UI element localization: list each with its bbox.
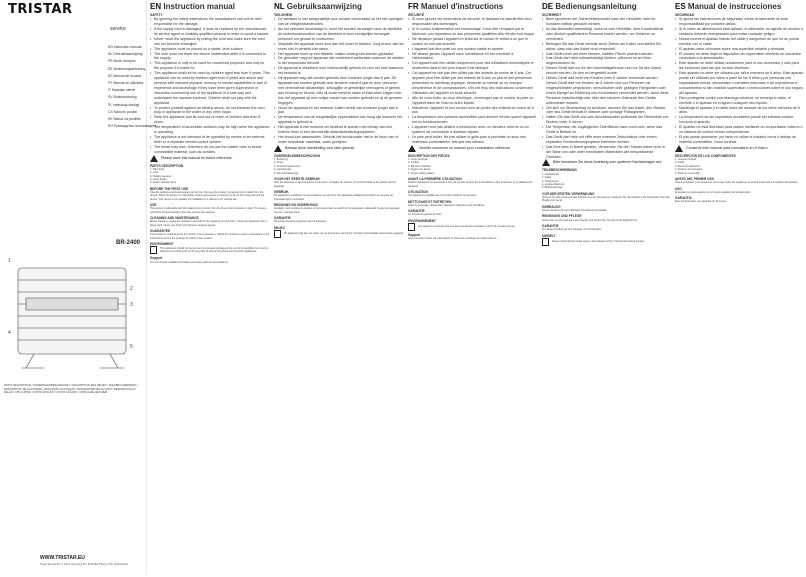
en-before-text: Take the appliance and accessories out the box. Remove the stickers, protective foil or plastic from the device. Place the device on a flat stable surface and ensure a minimum of 10 cm free space around the device. This device is not suitable for installation in a cabinet or for outside use. — [150, 191, 265, 201]
de-before-text: Nehmen Sie das Gerät und das Zubehör aus der Verpackung. Entfernen Sie die Aufkleber, die Schutzfolie oder das Plastik vom Gerät. — [542, 195, 670, 203]
safety-bullet: • Mantenga el aparato y el cable fuera del alcance de los niños menores de 8 años. — [675, 106, 804, 116]
warning-icon — [542, 159, 550, 166]
language-list-item: SK Návod na použitie — [108, 117, 141, 122]
en-clean-text: Before cleaning, unplug the appliance and wait for the appliance to cool down. Clean the appliance with a damp cloth. Never use harsh and abrasive cleaning agents. — [150, 220, 267, 227]
en-heading: EN Instruction manual — [150, 2, 235, 11]
language-list-item: DE Bedienungsanleitung — [108, 66, 146, 71]
en-support-text: You can find all available information and spare parts at www.tristar.eu! — [150, 260, 229, 264]
safety-bullet: • Never move the appliance by pulling the cord and make sure the cord can not become entangled. — [150, 37, 270, 47]
fr-clean-heading: NETTOYAGE ET ENTRETIEN — [408, 199, 452, 204]
en-env-heading: ENVIRONMENT — [150, 242, 174, 247]
safety-bullet: • Das Brot kann in Brand geraten. Verwenden Sie den Toaster daher nicht in der Nähe von oder unter brennbaren Materialien wie beispielsweise Gardinen. — [542, 145, 670, 160]
nl-heading: NL Gebruiksaanwijzing — [274, 2, 362, 11]
fr-env-heading: ENVIRONNEMENT — [408, 218, 436, 223]
safety-bullet: • La température des surfaces accessibles peut devenir élevée quand l'appareil est en fonctionnement. — [408, 115, 536, 125]
nl-guarantee-heading: GARANTIE — [274, 216, 291, 221]
parts-list-item: 3. Elemento calefactor — [675, 164, 700, 168]
language-list-item: IT Manuale utente — [108, 88, 136, 93]
parts-list-item: 4. Lamphouder — [274, 168, 291, 172]
de-heading: DE Bedienungsanleitung — [542, 2, 637, 11]
recycle-bin-icon — [150, 246, 157, 254]
safety-bullet: • By ignoring the safety instructions the manufacturer can not be held responsible for the damage. — [150, 17, 270, 27]
fr-section — [406, 0, 538, 577]
svg-text:3: 3 — [130, 302, 133, 308]
parts-list-item: 3. Élément chauffant — [408, 164, 431, 168]
company-address: Tristar Europe B.V. | Jules Verneweg 87 | 5015 BH Tilburg | The Netherlands — [40, 563, 128, 566]
website-link[interactable]: WWW.TRISTAR.EU — [40, 555, 85, 561]
safety-bullet: • Si ignora las instrucciones de seguridad, exime al fabricante de toda responsabilidad por posibles daños. — [675, 17, 804, 27]
en-parts-list — [150, 168, 270, 185]
en-use-heading: USE — [150, 203, 157, 208]
nl-safety-list — [274, 17, 404, 145]
parts-list-item: 2. Kabel — [542, 176, 552, 180]
de-env-heading: UMWELT — [542, 233, 556, 238]
fr-support-text: Vous trouverez toutes les informations et pièces de rechange sur www.tristar.eu ! — [408, 237, 498, 241]
fr-guarantee-heading: GARANTIE — [408, 209, 425, 214]
safety-bullet: • Ne déplacez jamais l'appareil en tirant sur le cordon et veillez à ce que le cordon ne soit pas emmêlé. — [408, 37, 536, 47]
safety-bullet: • Das Gerät darf nicht unbeaufsichtigt bleiben, während es am Netz angeschlossen ist. — [542, 56, 670, 66]
safety-bullet: • L'appareil n'est pas destiné à fonctionner avec un minuteur externe ou un système de commande à distance séparé. — [408, 125, 536, 135]
safety-bullet: • Die Temperatur der zugänglichen Oberflächen kann hoch sein, wenn das Gerät in Betrieb ist. — [542, 125, 670, 135]
fr-clean-text: Avant le nettoyage, débranchez l'appareil et attendez qu'il refroidisse. — [408, 203, 485, 207]
safety-bullet: • De fabrikant is niet aansprakelijk voor schade veroorzaakt uit het niet opvolgen van de veiligheidsinstructies. — [274, 17, 404, 27]
fr-guarantee-text: Ce produit est garanti 24 mois. — [408, 213, 443, 217]
de-guarantee-text: Für dieses Produkt gilt eine Garantie von 24 Monaten. — [542, 228, 602, 232]
es-before-text: Saque el aparato y los accesorios de la caja. Quite las pegatinas, la lámina protectora o el plástico del aparato. — [675, 181, 798, 185]
fr-safety-list — [408, 17, 536, 145]
language-list-item: SV Bruksanvisning — [108, 95, 137, 100]
parts-list-item: 4. Support de lampe — [408, 168, 431, 172]
en-safety-list — [150, 17, 270, 154]
parts-list-item: 3. Heizelement — [542, 179, 559, 183]
cover-parts-heading: PARTS DESCRIPTION / ONDERDELENBESCHRIJVING / DESCRIPTION DES PIÈCES / TEILEBESCHREIBUNG / DESCRIPCIÓN DE LAS PIEZAS / DESCRIÇÃO DAS PEÇAS / DESCRIZIONE DELLE PARTI / BESKRIVNING AV DELAR / OPIS CZĘŚCI / POPIS SOUČÁSTÍ / POPIS SÚČASTÍ / ОПИСАНИЕ ДЕТАЛЕЙ — [4, 384, 138, 395]
safety-bullet: • Het apparaat moet op een stabiele, vlakke ondergrond worden geplaatst. — [274, 52, 404, 57]
safety-bullet: • Dit apparaat is uitsluitend voor huishoudelijk gebruik en voor het doel waarvoor het bedoeld is. — [274, 66, 404, 76]
parts-list-item: 1. Main body — [150, 167, 165, 171]
es-keep-note: Conserve este manual para consultarlo en el futuro. — [675, 145, 804, 152]
safety-bullet: • Houd het apparaat en het netsnoer buiten bereik van kinderen jonger dan 8 jaar. — [274, 106, 404, 116]
safety-bullet: • Als het netsnoer beschadigd is, moet het worden vervangen door de fabrikant, de onderhoudsmonteur van de fabrikant of door soortgelijke bevoegde personen om gevaar te voorkomen. — [274, 27, 404, 42]
nl-use-heading: GEBRUIK — [274, 190, 289, 195]
de-clean-heading: REINIGUNG UND PFLEGE — [542, 214, 582, 219]
safety-bullet: • Le pain peut brûler. Ne pas utiliser le grille-pain à proximité ou sous des matériaux combustibles, tels que des rideaux. — [408, 135, 536, 145]
safety-bullet: • Si vous ignorez les instructions de sécurité, le fabricant ne saurait être tenu responsable des dommages. — [408, 17, 536, 27]
fr-env-row: Cet appareil ne doit pas être jeté avec les déchets ménagers à la fin de sa durée de vie. — [408, 223, 536, 231]
fr-keep-note: Veuillez conserver ce manuel pour consultation ultérieure. — [408, 145, 536, 152]
de-use-heading: GEBRAUCH — [542, 204, 561, 209]
fr-use-heading: UTILISATION — [408, 190, 428, 195]
safety-bullet: • Para protegerse contra una descarga eléctrica, no sumerja el cable, el enchufe o el aparato en el agua o cualquier otro líquido. — [675, 96, 804, 106]
de-section — [540, 0, 672, 577]
safety-bullet: • L'appareil doit être posé sur une surface stable et nivelée. — [408, 47, 536, 52]
parts-list-item: 1. Corps principal — [408, 157, 428, 161]
de-env-row: Dieses Gerät darf am Ende seiner Lebensdauer nicht im Hausmüll entsorgt werden. — [542, 238, 670, 246]
safety-bullet: • Cet appareil ne doit pas être utilisé par des enfants de moins de 8 ans. Cet appareil peut être utilisé par des enfants de 8 ans ou plus et des personnes présentant un handicap physique, sensoriel ou mental ou un manque d'expérience et de connaissances, s'ils ont reçu des instructions concernant l'utilisation de l'appareil en toute sécurité. — [408, 71, 536, 96]
parts-list-item: 2. Cord — [150, 171, 159, 175]
de-parts-list — [542, 173, 670, 190]
parts-list-item: 2. Cable — [675, 161, 685, 165]
language-list-item: CS Návod k použití — [108, 109, 138, 114]
parts-list-item: 3. Heating element — [150, 174, 171, 178]
parts-list-item: 2. Snoer — [274, 161, 284, 165]
svg-text:1: 1 — [8, 258, 11, 264]
language-list-item: PL Instrukcja obsługi — [108, 102, 140, 107]
safety-bullet: • El usuario no debe dejar el dispositivo sin supervisión mientras se encuentre conectado a la alimentación. — [675, 52, 804, 62]
safety-bullet: • Dieses Gerät darf nur für den Haushaltsgebrauch und nur für den Zweck benutzt werden, für den es hergestellt wurde. — [542, 66, 670, 76]
safety-bullet: • The temperature of accessible surfaces may be high when the appliance is operating. — [150, 125, 270, 135]
safety-bullet: • El pan puede quemarse; por tanto no utilice el tostador cerca o debajo de material combustible, como cortinas. — [675, 135, 804, 145]
parts-list-item: 1. Cuerpo principal — [675, 157, 696, 161]
de-use-text: Dieses Gerät ist mit dem drehbaren Timerknopf einstellbar. — [542, 208, 608, 212]
parts-list-item: 5. Power indicator lamp — [150, 181, 177, 185]
en-guarantee-text: This product is guaranteed for 24 months. Your guarantee is valid if the product is used in accordance to the instructions and for the purpose for which it was created. — [150, 233, 270, 240]
fr-parts-list — [408, 158, 536, 175]
fr-before-heading: AVANT LA PREMIÈRE UTILISATION — [408, 177, 462, 181]
en-clean-heading: CLEANING AND MAINTENANCE — [150, 216, 199, 221]
nl-env-heading: MILIEU — [274, 225, 285, 230]
safety-bullet: • Bewegen Sie das Gerät niemals durch Ziehen am Kabel, und stellen Sie sicher, dass sich das Kabel nicht verwickelt. — [542, 42, 670, 52]
svg-text:2: 2 — [130, 286, 133, 292]
nl-parts-list — [274, 158, 404, 175]
nl-clean-text: Verwijder voor reiniging de stekker uit het stopcontact en wacht tot het apparaat is afgekoeld. Reinig het apparaat met een vochtige doek. — [274, 207, 400, 214]
safety-bullet: • The appliance is not intended to be operated by means of an external timer or a separate remote-control system. — [150, 135, 270, 145]
es-before-heading: ANTES DEL PRIMER USO — [675, 177, 715, 181]
safety-bullet: • Este aparato no debe ser utilizado por niños menores de 8 años. Este aparato puede ser utilizado por niños a partir de los 8 años y por personas con capacidades físicas, sensoriales o mentales reducidas o sin experiencia ni conocimientos si han recibido supervisión o instrucciones sobre el uso seguro del aparato. — [675, 71, 804, 96]
safety-bullet: • Nunca mueva el aparato tirando del cable y asegúrese de que no se pueda enredar con el cable. — [675, 37, 804, 47]
language-list-item: PT Manual de utilizador — [108, 81, 144, 86]
language-list-item: NL Gebruiksaanwijzing — [108, 52, 143, 57]
fr-parts-heading: DESCRIPTION DES PIÈCES — [408, 153, 450, 158]
safety-bullet: • Si el cable de alimentación está dañado, el fabricante, su agente de servicio o similares deberán reemplazarlo para evitar cualquier peligro. — [675, 27, 804, 37]
de-clean-text: Ziehen Sie vor dem Reinigen den Stecker und warten Sie, bis das Gerät abgekühlt ist. — [542, 218, 638, 222]
brand-logo: TRISTAR — [8, 2, 73, 17]
es-use-heading: USO — [675, 186, 682, 191]
nl-use-text: Dit apparaat is instelbaar met de draaiknop van de timer. Het apparaat schakelt automatisch uit wanneer de ingestelde tijd is verstreken. — [274, 194, 393, 201]
safety-bullet: • The appliance must be placed on a stable, level surface. — [150, 47, 270, 52]
recycle-bin-icon — [542, 238, 549, 246]
safety-bullet: • Das Gerät muss auf einer ebenen, stabilen Fläche platziert werden. — [542, 52, 670, 57]
safety-bullet: • Afin de vous éviter un choc électrique, n'immergez pas le cordon, la prise ou l'appareil dans de l'eau ou autre liquide. — [408, 96, 536, 106]
safety-bullet: • Este aparato se debe utilizar únicamente para el uso doméstico y sólo para las funciones para las que ha sido diseñado. — [675, 61, 804, 71]
en-before-heading: BEFORE THE FIRST USE — [150, 186, 189, 191]
warning-icon — [274, 145, 282, 152]
safety-bullet: • Dieses Gerät darf nicht von Kindern unter 8 Jahren verwendet werden. Dieses Gerät darf von Kindern ab 8 Jahren und von Personen mit eingeschränkten physischen, sensorischen oder geistigen Fähigkeiten oder einem Mangel an Erfahrung und Kenntnissen verwendet werden, wenn diese Personen beaufsichtigt oder über den sicheren Gebrauch des Geräts unterwiesen wurden. — [542, 76, 670, 105]
safety-bullet: • De temperatuur van de toegankelijke oppervlakken kan hoog zijn wanneer het apparaat in gebruik is. — [274, 115, 404, 125]
parts-list-item: 5. Betriebsanzeige — [542, 186, 563, 190]
en-guarantee-heading: GUARANTEE — [150, 229, 171, 234]
safety-bullet: • Si le cordon d'alimentation est endommagé, il doit être remplacé par le fabricant, son réparateur ou des personnes qualifiées afin d'éviter tout risque. — [408, 27, 536, 37]
nl-env-row: Dit apparaat mag aan het einde van de levensduur niet bij het normale huishoudelijke afval worden gegooid. — [274, 230, 404, 238]
language-list-item: RU Руководство пользователя — [108, 124, 157, 129]
safety-bullet: • Cet appareil doit être utilisé uniquement pour des utilisations domestiques et seulement dans le but pour lequel il est fabriqué. — [408, 61, 536, 71]
parts-list-item: 2. Cordon — [408, 161, 419, 165]
safety-bullet: • Ne laissez jamais l'appareil sans surveillance s'il est connecté à l'alimentation. — [408, 52, 536, 62]
safety-bullet: • Halten Sie das Gerät und sein Anschlusskabel außerhalb der Reichweite von Kindern unter 8 Jahren. — [542, 115, 670, 125]
nl-parts-heading: ONDERDELENBESCHRIJVING — [274, 153, 321, 158]
en-safety-heading: SAFETY — [150, 13, 163, 17]
safety-bullet: • Het apparaat is niet bedoeld om bediend te worden met behulp van een externe timer of een afzonderlijk afstandsbedieningssysteem. — [274, 125, 404, 135]
es-use-text: El aparato se puede ajustar con el mando giratorio del temporizador. — [675, 190, 751, 194]
es-guarantee-text: Este producto tiene una garantía de 24 meses. — [675, 200, 727, 204]
parts-list-item: 1. Gerätekörper — [542, 172, 560, 176]
nl-guarantee-text: Dit product heeft een garantie van 24 maanden. — [274, 220, 327, 224]
warning-icon — [150, 155, 158, 162]
safety-bullet: • El aparato debe colocarse sobre una superficie estable y nivelada. — [675, 47, 804, 52]
fr-heading: FR Manuel d'instructions — [408, 2, 504, 11]
nl-safety-heading: VEILIGHEID — [274, 13, 293, 17]
es-safety-heading: SEGURIDAD — [675, 13, 695, 17]
warning-icon — [408, 145, 416, 152]
es-safety-list — [675, 17, 804, 145]
safety-bullet: • Maintenez l'appareil et son cordon hors de portée des enfants de moins de 8 ans. — [408, 106, 536, 116]
safety-bullet: • El aparato no está diseñado para usarse mediante un temporizador externo o un sistema de control remoto independiente. — [675, 125, 804, 135]
safety-bullet: • Ist das Netzkabel beschädigt, muss es vom Hersteller, dem Kundendienst oder ähnlich qualifiziertem Personal ersetzt werden, um Gefahren zu vermeiden. — [542, 27, 670, 42]
en-use-text: This device is adjustable with the rotating timer control. Turn the timer knob clockwise to start. The device will switch off automatically when the set time has elapsed. — [150, 207, 267, 214]
safety-bullet: • De gebruiker mag het apparaat niet onbeheerd achterlaten wanneer de stekker in het stopcontact bevindt. — [274, 56, 404, 66]
svg-text:5: 5 — [130, 344, 133, 350]
es-section — [673, 0, 806, 577]
parts-list-item: 4. Lamp holder — [150, 178, 167, 181]
safety-bullet: • To protect yourself against an electric shock, do not immerse the cord, plug or appliance in the water or any other liquid. — [150, 106, 270, 116]
en-env-row: This appliance should not be put into the domestic garbage at the end of its durability, but must be offered at a central point for the recycling of electric and electronic domestic appliances. — [150, 246, 270, 254]
nl-before-heading: VOOR HET EERSTE GEBRUIK — [274, 177, 320, 181]
de-safety-list — [542, 17, 670, 159]
language-list-item: FR Mode d'emploi — [108, 59, 136, 64]
fr-before-text: Retirez l'appareil et les accessoires hors de la boîte. Retirez les autocollants, le film protecteur ou le plastique de l'appareil. — [408, 181, 533, 188]
en-parts-heading: PARTS DESCRIPTION — [150, 163, 184, 168]
en-section — [148, 0, 272, 577]
de-safety-heading: SICHERHEIT — [542, 13, 562, 17]
fr-use-text: Cet appareil est réglable avec le bouton rotatif de la minuterie. — [408, 194, 477, 198]
safety-bullet: • Keep the appliance and its cord out of reach of children less than 8 years. — [150, 115, 270, 125]
model-number: BR-2400 — [115, 240, 140, 246]
parts-list-item: 3. Verwarmingselement — [274, 164, 301, 168]
warning-icon — [675, 145, 683, 152]
parts-list-item: 4. Lampenhalterung — [542, 182, 565, 186]
language-list — [108, 44, 157, 130]
parts-list-item: 4. Soporte de la lámpara — [675, 168, 703, 172]
safety-bullet: • This appliance is only to be used for household purposes and only for the purpose it is made for. — [150, 61, 270, 71]
nl-before-text: Haal het apparaat en de accessoires uit de doos. Verwijder de stickers, de beschermfolie of het plastic van het apparaat. — [274, 181, 397, 188]
de-before-heading: VOR DER ERSTEN VERWENDUNG — [542, 191, 595, 196]
fr-safety-heading: SÉCURITÉ — [408, 13, 425, 17]
safety-bullet: • Het brood kan aanbranden. Gebruik het broodrooster niet in de buurt van of onder brandbaar materiaal, zoals gordijnen. — [274, 135, 404, 145]
language-list-item: ES Manual de usuario — [108, 73, 142, 78]
parts-list-item: 5. Aan-indicatielampje — [274, 171, 299, 175]
safety-bullet: • Beim Ignorieren der Sicherheitshinweise kann der Hersteller nicht für Schäden haftbar gemacht werden. — [542, 17, 670, 27]
nl-keep-note: Bewaar deze handleiding voor later gebruik. — [274, 145, 404, 152]
parts-list-item: 5. Voyant d'alimentation — [408, 171, 435, 175]
parts-list-item: 1. Behuizing — [274, 157, 288, 161]
en-keep-note: Please save this manual for future reference. — [150, 155, 270, 162]
safety-bullet: • The user must not leave the device unattended while it is connected to the supply. — [150, 52, 270, 62]
recycle-bin-icon — [408, 223, 415, 231]
safety-bullet: • Das Gerät darf nicht mit Hilfe einer externen Zeitschaltuhr oder einem separaten Fernbedienungssystem betrieben werden. — [542, 135, 670, 145]
safety-bullet: • This appliance shall not be used by children aged less than 8 years. This appliance can be used by children aged from 8 years and above and persons with reduced physical, sensory or mental capabilities or lack of experience and knowledge if they have been given supervision or instruction concerning use of the appliance in a safe way and understand the hazards involved. Children shall not play with the appliance. — [150, 71, 270, 105]
es-parts-list — [675, 158, 804, 175]
de-keep-note: Bitte bewahren Sie diese Anleitung zum späteren Nachschlagen auf. — [542, 159, 670, 166]
de-parts-heading: TEILEBESCHREIBUNG — [542, 168, 577, 173]
safety-bullet: • The bread may burn, therefore do not use the toaster near or below combustible material, such as curtains. — [150, 145, 270, 155]
safety-bullet: • Dit apparaat mag niet worden gebruikt door kinderen jonger dan 8 jaar. Dit apparaat kan worden gebruikt door kinderen vanaf 8 jaar en door personen met verminderde lichamelijke, zintuiglijke of geestelijke vermogens of gebrek aan ervaring en kennis, mits zij onder toezicht staan of instructies krijgen over hoe het apparaat op een veilige manier kan worden gebruikt en zij de gevaren begrijpen. — [274, 76, 404, 105]
safety-bullet: • Um sich vor Stromschlag zu schützen, tauchen Sie das Kabel, den Stecker oder das Gerät niemals in Wasser oder sonstige Flüssigkeiten. — [542, 106, 670, 116]
svg-text:4: 4 — [8, 330, 11, 336]
safety-bullet: • La temperatura de las superficies accesibles puede ser elevada cuando funciona el aparato. — [675, 115, 804, 125]
es-guarantee-heading: GARANTÍA — [675, 196, 692, 201]
safety-bullet: • If the supply cord is damaged, it must be replaced by the manufacturer, its service agent or similarly qualified persons in order to avoid a hazard. — [150, 27, 270, 37]
en-support-heading: Support — [150, 256, 163, 261]
service-label: service — [110, 26, 126, 32]
es-heading: ES Manual de instrucciones — [675, 2, 782, 11]
fr-support-heading: Support — [408, 233, 421, 238]
nl-section — [272, 0, 406, 577]
safety-bullet: • Verplaats het apparaat nooit door aan het snoer te trekken. Zorg ervoor dat het snoer niet in verstrikt kan raken. — [274, 42, 404, 52]
heater-illustration — [4, 250, 142, 380]
language-list-item: EN Instruction manual — [108, 45, 142, 49]
parts-list-item: 5. Piloto de encendido — [675, 171, 700, 175]
recycle-bin-icon — [274, 230, 281, 238]
es-parts-heading: DESCRIPCIÓN DE LOS COMPONENTES — [675, 153, 736, 158]
nl-clean-heading: REINIGING EN ONDERHOUD — [274, 203, 318, 208]
de-guarantee-heading: GARANTIE — [542, 223, 559, 228]
